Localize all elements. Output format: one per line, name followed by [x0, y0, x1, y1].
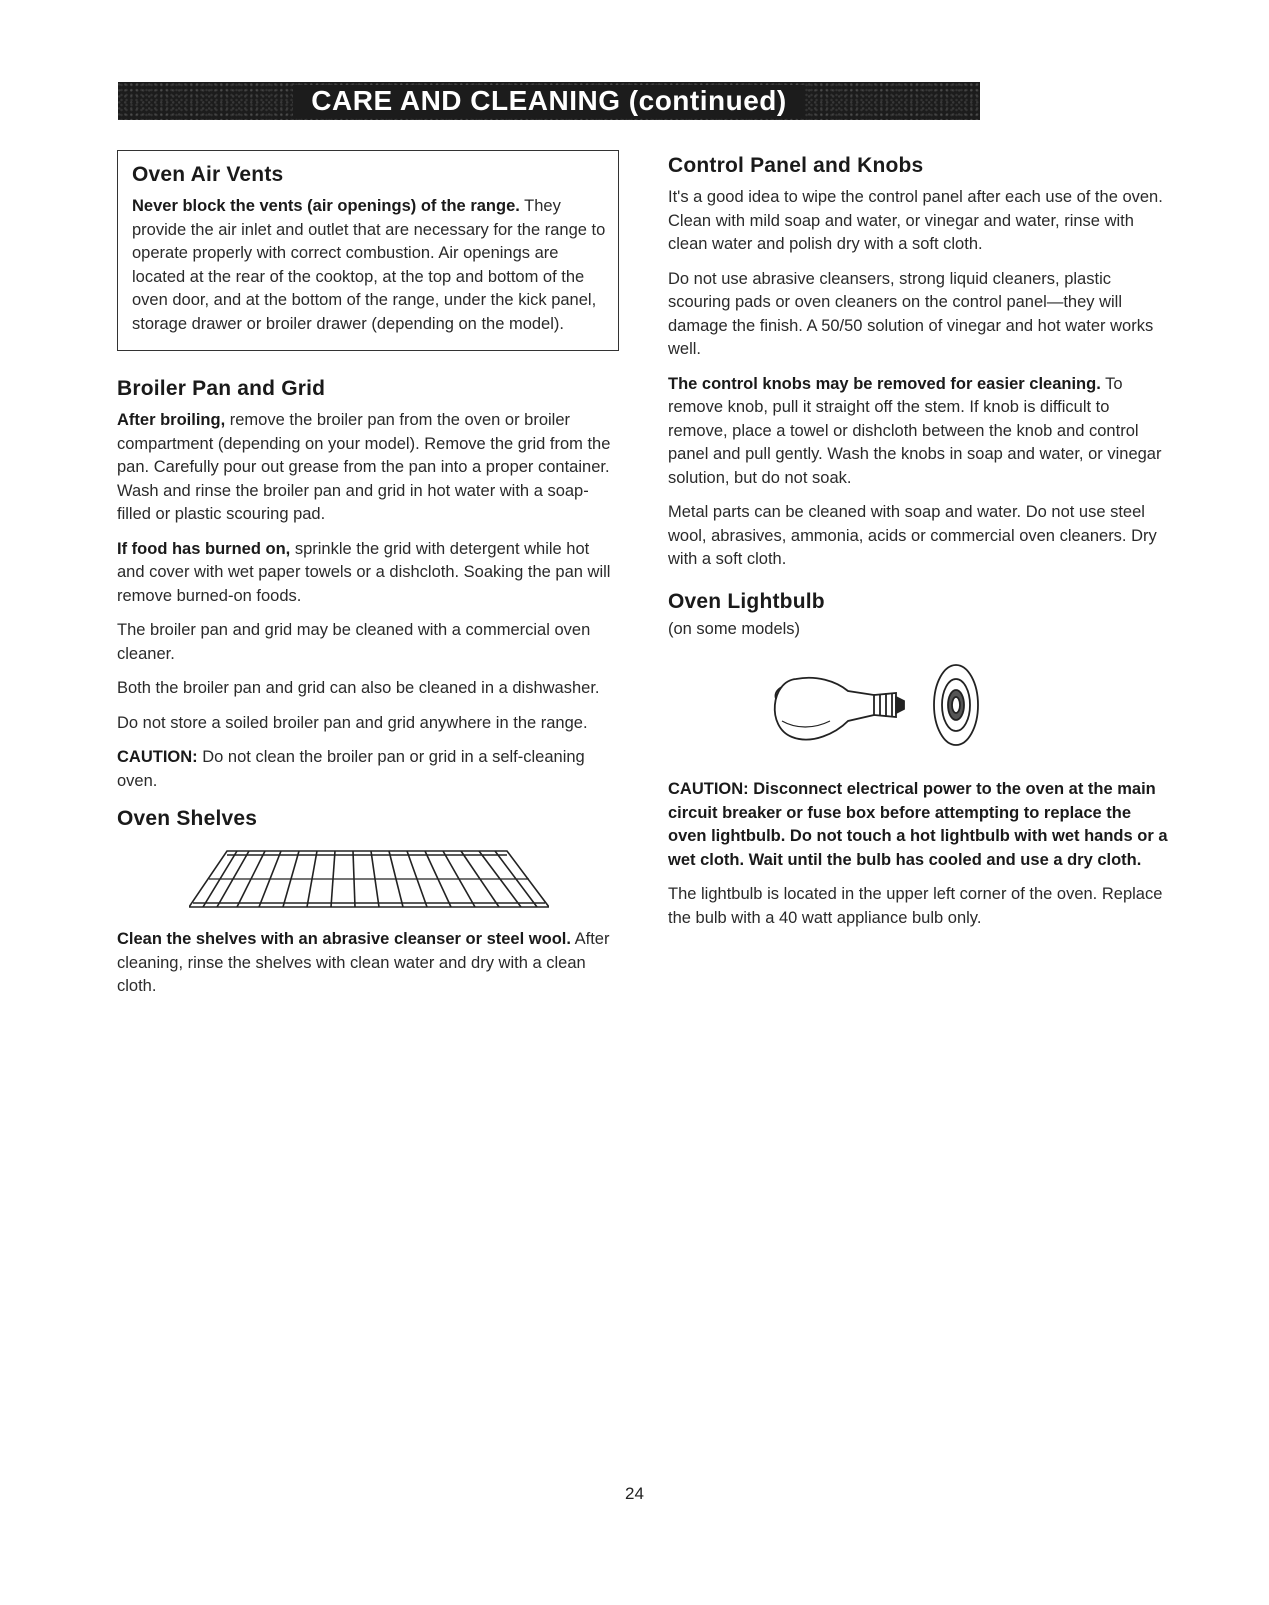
lightbulb-section	[668, 590, 1168, 931]
page-title: CARE AND CLEANING (continued)	[293, 85, 804, 117]
oven-shelf-icon	[189, 845, 617, 916]
control-paragraph-2: Do not use abrasive cleansers, strong liquid cleaners, plastic scouring pads or oven cleaners on the control panel—they will damage the finish. A 50/50 solution of vinegar and hot water works well.	[668, 269, 1154, 358]
broiler-caution-body: Do not clean the broiler pan or grid in a self-cleaning oven.	[117, 748, 585, 790]
lightbulb-heading: Oven Lightbulb	[668, 589, 825, 613]
broiler-paragraph-6	[117, 746, 617, 793]
right-column	[668, 154, 1168, 941]
air-vents-warning: Never block the vents (air openings) of the range.	[132, 197, 520, 215]
control-p3-body: To remove knob, pull it straight off the stem. If knob is difficult to remove, place a towel or dishcloth between the knob and control panel and pull gently. Wash the knobs in soap and water, or vinegar solution, but do not soak.	[668, 374, 1162, 487]
control-section	[668, 154, 1168, 572]
control-heading: Control Panel and Knobs	[668, 154, 924, 177]
lightbulb-caution: CAUTION: Disconnect electrical power to the oven at the main circuit breaker or fuse box before attempting to replace the oven lightbulb. Do not touch a hot lightbulb with wet hands or a wet cloth. Wait until the bulb has cooled and use a dry cloth.	[668, 780, 1168, 869]
page-number: 24	[625, 1484, 644, 1503]
shelves-heading: Oven Shelves	[117, 807, 258, 830]
broiler-paragraph-3: The broiler pan and grid may be cleaned with a commercial oven cleaner.	[117, 621, 591, 663]
broiler-p2-lead: If food has burned on,	[117, 539, 291, 558]
control-paragraph-3	[668, 373, 1168, 491]
broiler-p2-body: sprinkle the grid with detergent while hot and cover with wet paper towels or a dishcloth. Soaking the pan will remove burned-on foods.	[117, 539, 611, 605]
broiler-caution-label: CAUTION:	[117, 748, 198, 766]
lightbulb-drawing	[756, 649, 1026, 759]
broiler-p1-body: remove the broiler pan from the oven or broiler compartment (depending on your model). Remove the grid from the pan. Carefully pour out grease from the pan into a proper container. Wash and rinse the broiler pan and grid in hot water with a soap-filled or plastic scouring pad.	[117, 411, 611, 523]
lightbulb-paragraph: The lightbulb is located in the upper left corner of the oven. Replace the bulb with a 40 watt appliance bulb only.	[668, 885, 1163, 927]
shelves-lead: Clean the shelves with an abrasive cleanser or steel wool.	[117, 930, 571, 948]
lightbulb-icon	[756, 649, 1168, 764]
broiler-paragraph-2	[117, 538, 617, 609]
broiler-heading: Broiler Pan and Grid	[117, 377, 326, 400]
air-vents-heading: Oven Air Vents	[132, 163, 284, 186]
lightbulb-subtitle: (on some models)	[668, 619, 801, 638]
broiler-paragraph-4: Both the broiler pan and grid can also be cleaned in a dishwasher.	[117, 679, 600, 697]
control-paragraph-1: It's a good idea to wipe the control panel after each use of the oven. Clean with mild soap and water, or vinegar and water, rinse with clean water and polish dry with a soft cloth.	[668, 188, 1163, 253]
air-vents-body: They provide the air inlet and outlet that are necessary for the range to operate properly with correct combustion. Air openings are located at the rear of the cooktop, at the top and bottom of the oven door, and at the bottom of the range, under the kick panel, storage drawer or broiler drawer (depending on the model).	[132, 197, 606, 333]
broiler-paragraph-1	[117, 409, 617, 527]
broiler-section	[117, 377, 617, 793]
broiler-p1-lead: After broiling,	[117, 411, 226, 429]
section-header-banner	[118, 82, 980, 120]
oven-shelf-drawing	[189, 845, 549, 911]
broiler-paragraph-5: Do not store a soiled broiler pan and grid anywhere in the range.	[117, 713, 588, 732]
shelves-body: After cleaning, rinse the shelves with clean water and dry with a clean cloth.	[117, 930, 610, 995]
control-paragraph-4: Metal parts can be cleaned with soap and water. Do not use steel wool, abrasives, ammonia, acids or commercial oven cleaners. Dry with a soft cloth.	[668, 503, 1157, 568]
left-column	[117, 150, 617, 1010]
air-vents-box	[117, 150, 619, 351]
control-p3-lead: The control knobs may be removed for easier cleaning.	[668, 374, 1101, 393]
shelves-paragraph	[117, 928, 617, 999]
shelves-section	[117, 807, 617, 999]
